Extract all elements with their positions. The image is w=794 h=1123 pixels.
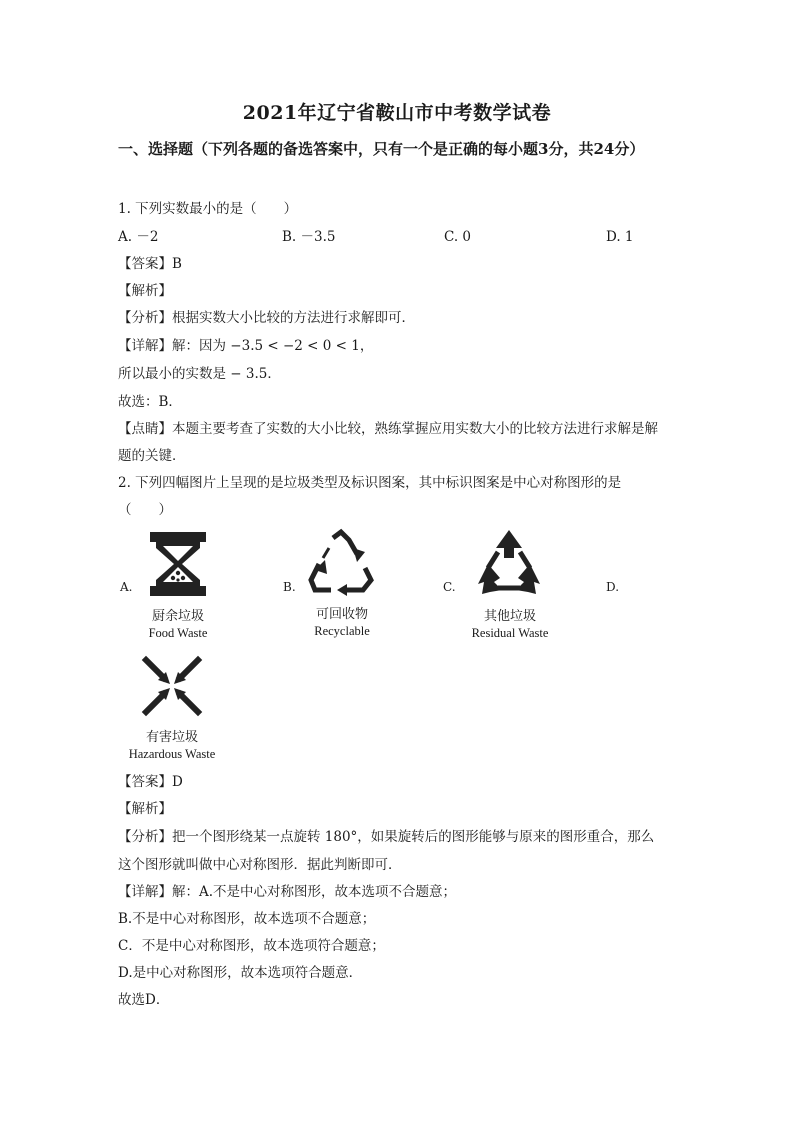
q2-xiangjie-4: D.是中心对称图形，故本选项符合题意． (118, 965, 363, 981)
q2-analysis-label: 【解析】 (118, 801, 172, 817)
q2-option-b-letter: B. (283, 580, 296, 594)
q1-xiangjie: 【详解】解：因为 −3.5 < −2 < 0 < 1， (118, 338, 374, 354)
q1-choose: 故选：B． (118, 394, 182, 410)
q2-xiangjie-3: C．不是中心对称图形，故本选项符合题意； (118, 938, 385, 954)
q2-option-a-en: Food Waste (148, 626, 208, 640)
q2-option-d-en: Hazardous Waste (128, 747, 216, 761)
recycle-icon (305, 528, 377, 596)
q2-stem-2: （ ） (118, 502, 172, 518)
q2-fenxi-2: 这个图形就叫做中心对称图形．据此判断即可． (118, 857, 402, 873)
q2-option-d-letter: D. (606, 580, 620, 594)
q1-option-c: C. 0 (444, 229, 472, 245)
q1-conclusion: 所以最小的实数是 − 3.5． (118, 366, 281, 382)
q1-analysis-label: 【解析】 (118, 283, 172, 299)
page-title: 2021年辽宁省鞍山市中考数学试卷 (242, 102, 552, 124)
q1-dianjing-2: 题的关键． (118, 448, 186, 464)
q2-option-d-cn: 有害垃圾 (145, 730, 198, 745)
q2-option-c-en: Residual Waste (471, 626, 549, 640)
q2-option-a-cn: 厨余垃圾 (151, 609, 204, 624)
q2-choose: 故选D． (118, 992, 170, 1008)
q1-option-d: D. 1 (606, 229, 634, 245)
q1-stem: 1. 下列实数最小的是（ ） (118, 201, 298, 217)
q2-option-c-cn: 其他垃圾 (483, 609, 536, 624)
q2-stem-1: 2. 下列四幅图片上呈现的是垃圾类型及标识图案，其中标识图案是中心对称图形的是 (118, 475, 622, 491)
q1-dianjing-1: 【点睛】本题主要考查了实数的大小比较，熟练掌握应用实数大小的比较方法进行求解是解 (118, 421, 658, 437)
q2-answer: 【答案】D (118, 774, 183, 790)
hourglass-icon (148, 530, 208, 598)
hazard-cross-icon (140, 654, 204, 718)
q2-option-a-letter: A. (120, 580, 133, 594)
q1-option-a: A. －2 (118, 229, 159, 245)
q1-fenxi: 【分析】根据实数大小比较的方法进行求解即可． (118, 310, 415, 326)
q2-option-c-letter: C. (443, 580, 456, 594)
residual-arrows-icon (474, 528, 544, 598)
q2-xiangjie-1: 【详解】解：A.不是中心对称图形，故本选项不合题意； (118, 884, 457, 900)
section-heading: 一、选择题（下列各题的备选答案中，只有一个是正确的每小题3分，共24分） (118, 140, 645, 158)
q1-option-b: B. －3.5 (282, 229, 336, 245)
q2-xiangjie-2: B.不是中心对称图形，故本选项不合题意； (118, 911, 376, 927)
q2-fenxi-1: 【分析】把一个图形绕某一点旋转 180°，如果旋转后的图形能够与原来的图形重合，那么 (118, 829, 655, 845)
q1-answer: 【答案】B (118, 256, 182, 272)
q2-option-b-en: Recyclable (314, 624, 370, 638)
q2-option-b-cn: 可回收物 (315, 607, 368, 622)
